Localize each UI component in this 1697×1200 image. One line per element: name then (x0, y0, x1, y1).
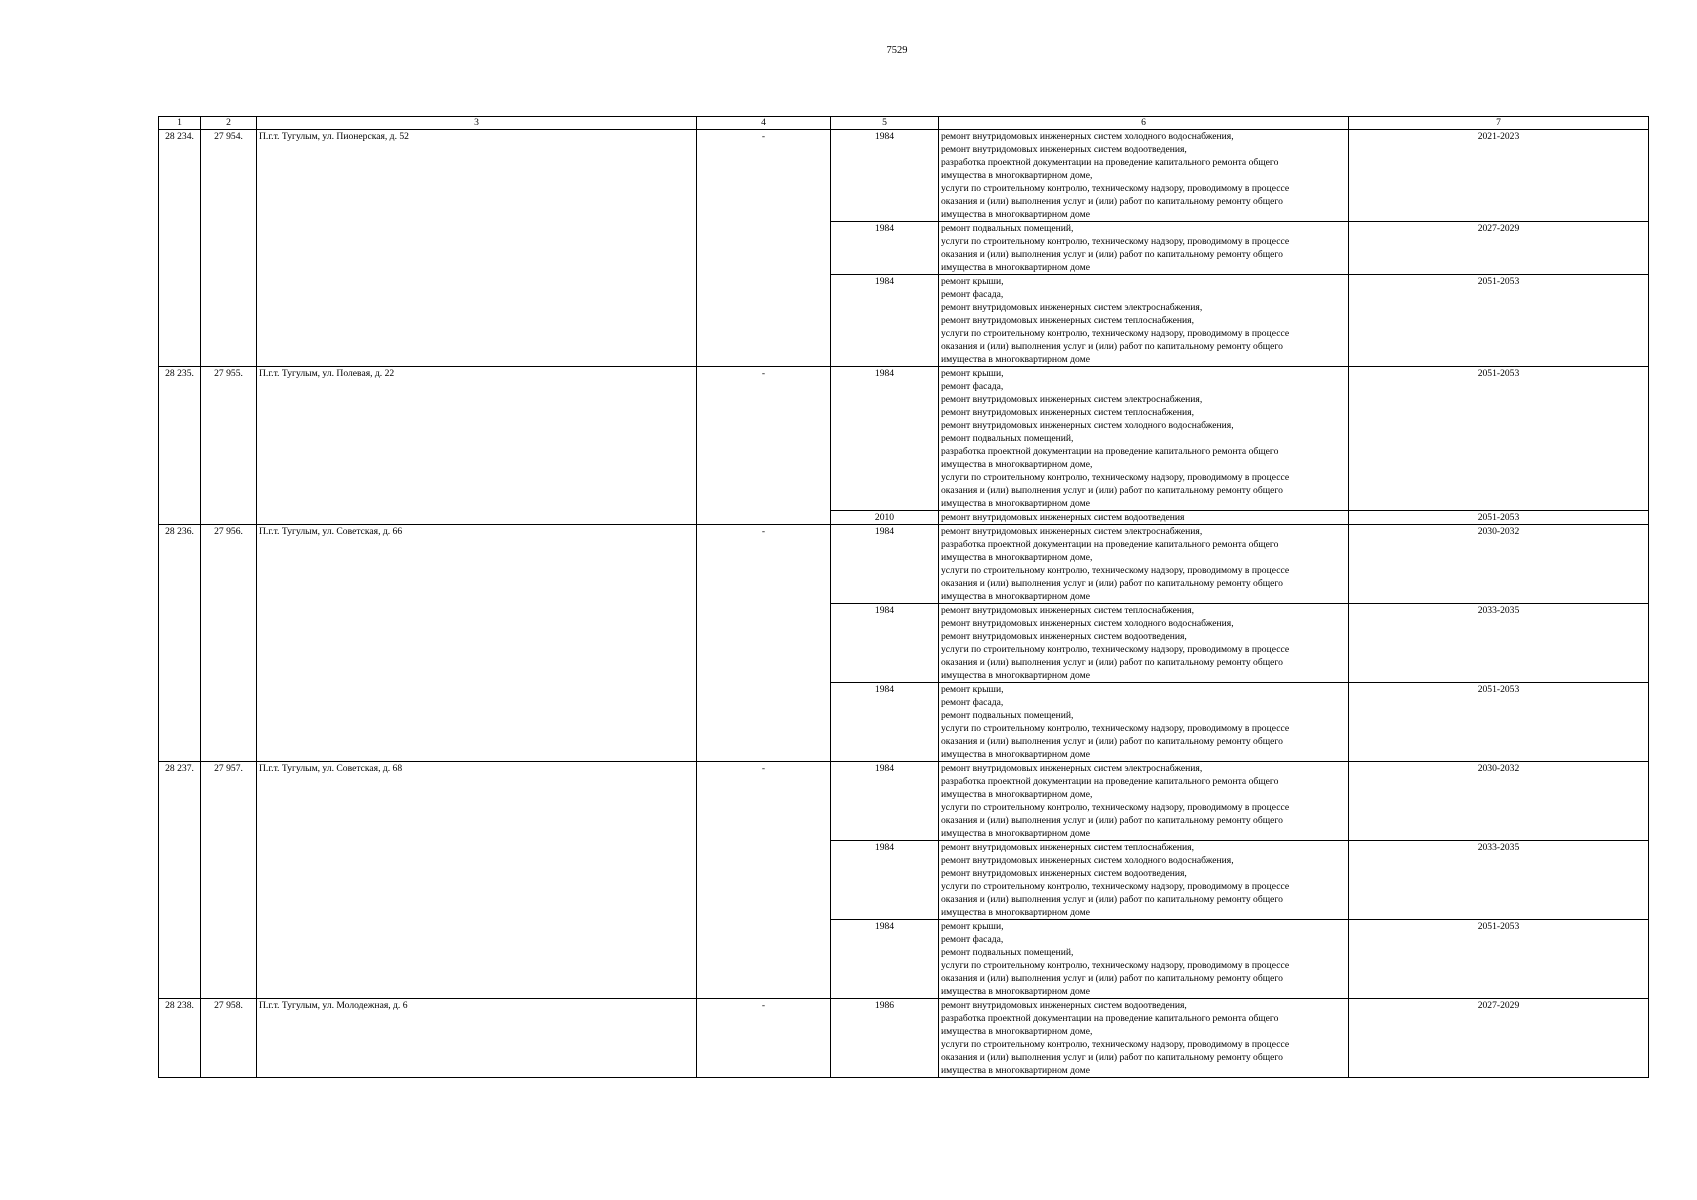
table-row (159, 762, 1649, 841)
period-cell: 2051-2053 (1349, 275, 1649, 367)
address-cell: П.г.т. Тугулым, ул. Полевая, д. 22 (257, 367, 697, 525)
column-4-cell: - (697, 130, 831, 367)
works-cell: ремонт внутридомовых инженерных систем электроснабжения, разработка проектной документации на проведение капитального ремонта общего имущества в многоквартирном доме, услуги по строительному контролю, техническому надзору, проводимому в процессе оказания и (или) выполнения услуг и (или) работ по капитальному ремонту общего имущества в многоквартирном доме (939, 762, 1349, 841)
table-row (159, 525, 1649, 604)
works-cell: ремонт внутридомовых инженерных систем холодного водоснабжения, ремонт внутридомовых инженерных систем водоотведения, разработка проектной документации на проведение капитального ремонта общего имущества в многоквартирном доме, услуги по строительному контролю, техническому надзору, проводимому в процессе оказания и (или) выполнения услуг и (или) работ по капитальному ремонту общего имущества в многоквартирном доме (939, 130, 1349, 222)
table-row (159, 367, 1649, 511)
works-cell: ремонт внутридомовых инженерных систем теплоснабжения, ремонт внутридомовых инженерных систем холодного водоснабжения, ремонт внутридомовых инженерных систем водоотведения, услуги по строительному контролю, техническому надзору, проводимому в процессе оказания и (или) выполнения услуг и (или) работ по капитальному ремонту общего имущества в многоквартирном доме (939, 841, 1349, 920)
column-4-cell: - (697, 999, 831, 1078)
works-cell: ремонт внутридомовых инженерных систем водоотведения, разработка проектной документации на проведение капитального ремонта общего имущества в многоквартирном доме, услуги по строительному контролю, техническому надзору, проводимому в процессе оказания и (или) выполнения услуг и (или) работ по капитальному ремонту общего имущества в многоквартирном доме (939, 999, 1349, 1078)
year-cell: 1986 (831, 999, 939, 1078)
row-number: 28 238. (159, 999, 201, 1078)
year-cell: 1984 (831, 130, 939, 222)
period-cell: 2027-2029 (1349, 222, 1649, 275)
row-number: 28 236. (159, 525, 201, 762)
period-cell: 2033-2035 (1349, 841, 1649, 920)
year-cell: 2010 (831, 511, 939, 525)
column-header: 2 (201, 117, 257, 130)
house-number: 27 957. (201, 762, 257, 999)
address-cell: П.г.т. Тугулым, ул. Пионерская, д. 52 (257, 130, 697, 367)
row-number: 28 234. (159, 130, 201, 367)
works-cell: ремонт внутридомовых инженерных систем теплоснабжения, ремонт внутридомовых инженерных систем холодного водоснабжения, ремонт внутридомовых инженерных систем водоотведения, услуги по строительному контролю, техническому надзору, проводимому в процессе оказания и (или) выполнения услуг и (или) работ по капитальному ремонту общего имущества в многоквартирном доме (939, 604, 1349, 683)
column-4-cell: - (697, 367, 831, 525)
works-cell: ремонт внутридомовых инженерных систем водоотведения (939, 511, 1349, 525)
house-number: 27 958. (201, 999, 257, 1078)
works-cell: ремонт крыши, ремонт фасада, ремонт подвальных помещений, услуги по строительному контролю, техническому надзору, проводимому в процессе оказания и (или) выполнения услуг и (или) работ по капитальному ремонту общего имущества в многоквартирном доме (939, 920, 1349, 999)
year-cell: 1984 (831, 841, 939, 920)
works-cell: ремонт подвальных помещений, услуги по строительному контролю, техническому надзору, проводимому в процессе оказания и (или) выполнения услуг и (или) работ по капитальному ремонту общего имущества в многоквартирном доме (939, 222, 1349, 275)
column-header: 7 (1349, 117, 1649, 130)
period-cell: 2051-2053 (1349, 683, 1649, 762)
row-number: 28 237. (159, 762, 201, 999)
column-header: 3 (257, 117, 697, 130)
period-cell: 2030-2032 (1349, 762, 1649, 841)
address-cell: П.г.т. Тугулым, ул. Молодежная, д. 6 (257, 999, 697, 1078)
address-cell: П.г.т. Тугулым, ул. Советская, д. 68 (257, 762, 697, 999)
table-row (159, 130, 1649, 222)
period-cell: 2051-2053 (1349, 511, 1649, 525)
capital-repair-table (158, 116, 1649, 1078)
table-row (159, 999, 1649, 1078)
column-header-row (159, 117, 1649, 130)
house-number: 27 955. (201, 367, 257, 525)
period-cell: 2051-2053 (1349, 920, 1649, 999)
period-cell: 2021-2023 (1349, 130, 1649, 222)
year-cell: 1984 (831, 920, 939, 999)
year-cell: 1984 (831, 275, 939, 367)
address-cell: П.г.т. Тугулым, ул. Советская, д. 66 (257, 525, 697, 762)
column-header: 6 (939, 117, 1349, 130)
column-4-cell: - (697, 762, 831, 999)
period-cell: 2030-2032 (1349, 525, 1649, 604)
row-number: 28 235. (159, 367, 201, 525)
period-cell: 2051-2053 (1349, 367, 1649, 511)
column-header: 1 (159, 117, 201, 130)
year-cell: 1984 (831, 604, 939, 683)
works-cell: ремонт крыши, ремонт фасада, ремонт внутридомовых инженерных систем электроснабжения, ремонт внутридомовых инженерных систем теплоснабжения, услуги по строительному контролю, техническому надзору, проводимому в процессе оказания и (или) выполнения услуг и (или) работ по капитальному ремонту общего имущества в многоквартирном доме (939, 275, 1349, 367)
year-cell: 1984 (831, 525, 939, 604)
house-number: 27 956. (201, 525, 257, 762)
house-number: 27 954. (201, 130, 257, 367)
period-cell: 2033-2035 (1349, 604, 1649, 683)
works-cell: ремонт внутридомовых инженерных систем электроснабжения, разработка проектной документации на проведение капитального ремонта общего имущества в многоквартирном доме, услуги по строительному контролю, техническому надзору, проводимому в процессе оказания и (или) выполнения услуг и (или) работ по капитальному ремонту общего имущества в многоквартирном доме (939, 525, 1349, 604)
year-cell: 1984 (831, 222, 939, 275)
period-cell: 2027-2029 (1349, 999, 1649, 1078)
column-header: 5 (831, 117, 939, 130)
page-number: 7529 (886, 45, 908, 56)
works-cell: ремонт крыши, ремонт фасада, ремонт внутридомовых инженерных систем электроснабжения, ремонт внутридомовых инженерных систем теплоснабжения, ремонт внутридомовых инженерных систем холодного водоснабжения, ремонт подвальных помещений, разработка проектной документации на проведение капитального ремонта общего имущества в многоквартирном доме, услуги по строительному контролю, техническому надзору, проводимому в процессе оказания и (или) выполнения услуг и (или) работ по капитальному ремонту общего имущества в многоквартирном доме (939, 367, 1349, 511)
works-cell: ремонт крыши, ремонт фасада, ремонт подвальных помещений, услуги по строительному контролю, техническому надзору, проводимому в процессе оказания и (или) выполнения услуг и (или) работ по капитальному ремонту общего имущества в многоквартирном доме (939, 683, 1349, 762)
column-4-cell: - (697, 525, 831, 762)
year-cell: 1984 (831, 762, 939, 841)
column-header: 4 (697, 117, 831, 130)
year-cell: 1984 (831, 683, 939, 762)
year-cell: 1984 (831, 367, 939, 511)
